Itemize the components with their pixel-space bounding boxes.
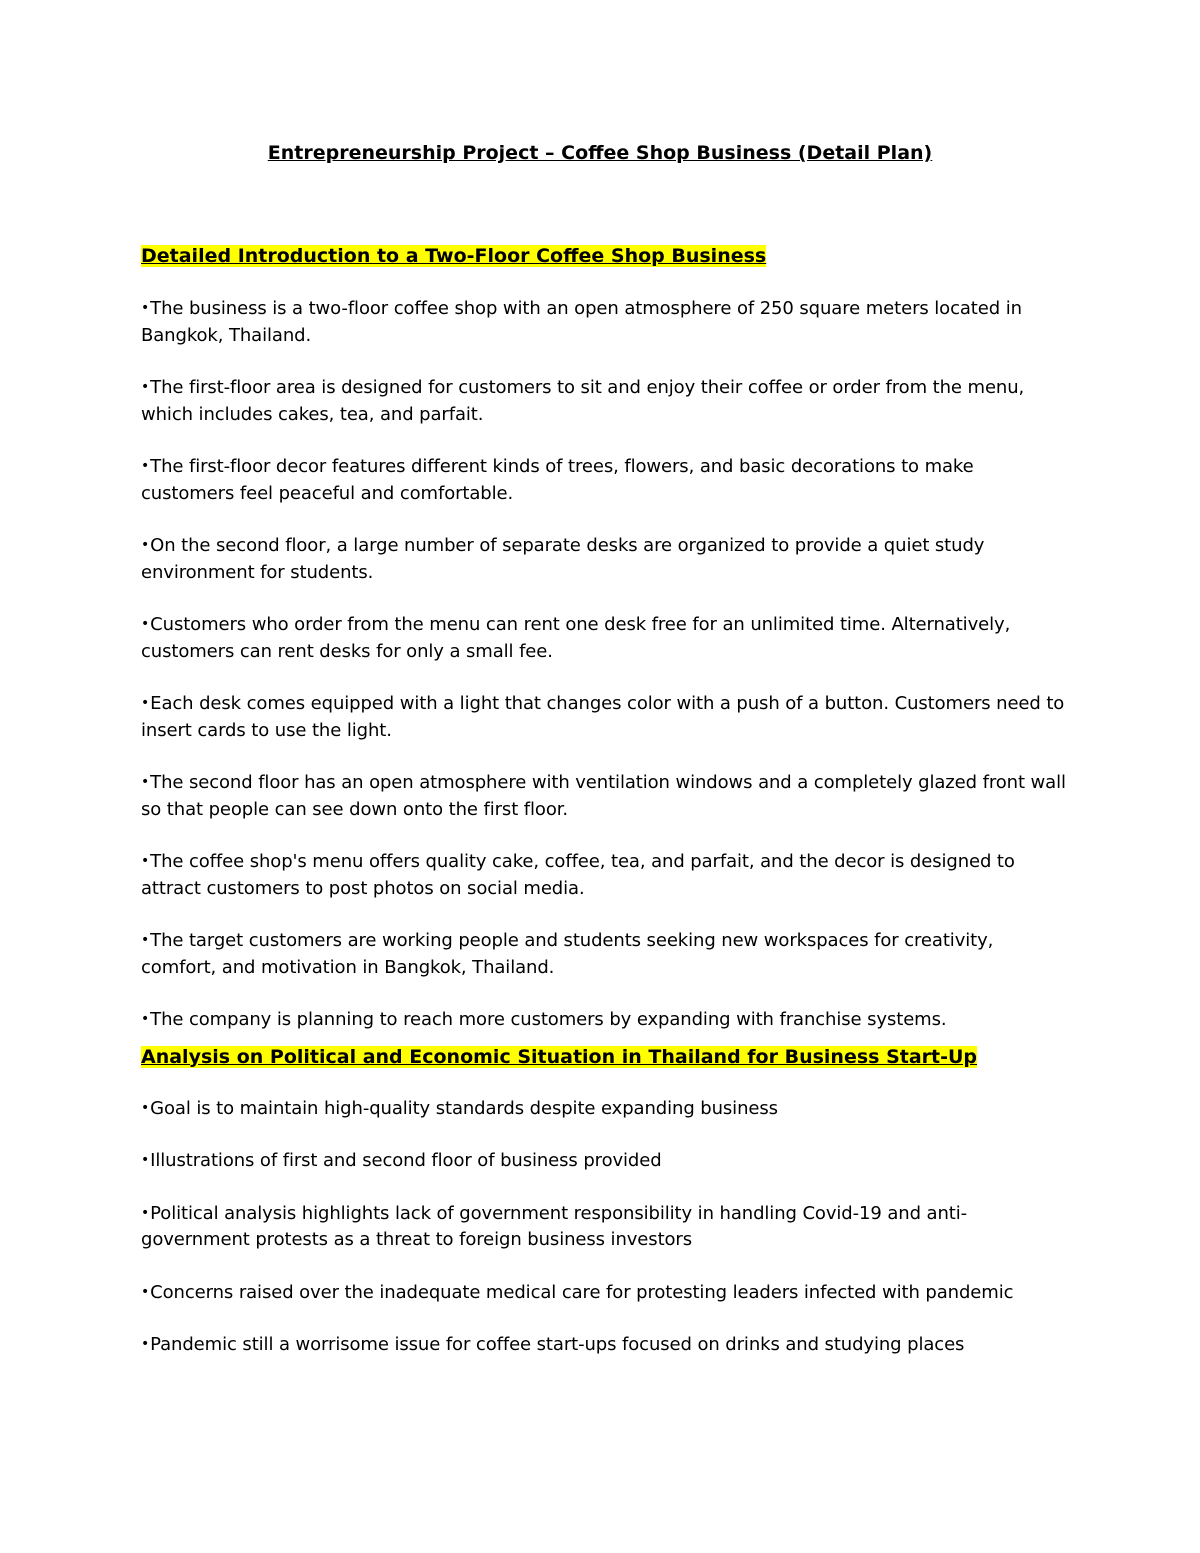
bullet-icon: • [141, 379, 150, 395]
bullet-item: •The second floor has an open atmosphere with ventilation windows and a completely glazed front wall so that people can see down onto the first floor. [141, 772, 1066, 820]
bullet-icon: • [141, 695, 150, 711]
bullet-item: •Goal is to maintain high-quality standards despite expanding business [141, 1097, 778, 1119]
bullet-icon: • [141, 1099, 150, 1116]
section-heading-analysis [141, 1044, 1071, 1070]
bullet-icon: • [141, 932, 150, 948]
bullet-icon: • [141, 537, 150, 553]
bullet-item: •Concerns raised over the inadequate medical care for protesting leaders infected with pandemic [141, 1281, 1014, 1303]
bullet-icon: • [141, 1204, 150, 1221]
document-title: Entrepreneurship Project – Coffee Shop Business (Detail Plan) [267, 142, 933, 164]
bullet-icon: • [141, 616, 150, 632]
bullet-item: •The first-floor decor features different kinds of trees, flowers, and basic decorations to make customers feel peaceful and comfortable. [141, 456, 974, 504]
section-heading-text: Analysis on Political and Economic Situation in Thailand for Business Start-Up [141, 1045, 978, 1068]
bullet-item: •Customers who order from the menu can rent one desk free for an unlimited time. Alternatively, customers can rent desks for only a small fee. [141, 614, 1011, 662]
bullet-item: •The company is planning to reach more customers by expanding with franchise systems. [141, 1009, 947, 1030]
section-heading-text: Detailed Introduction to a Two-Floor Coffee Shop Business [141, 245, 767, 267]
bullet-icon: • [141, 458, 150, 474]
bullet-icon: • [141, 1152, 150, 1168]
bullet-icon: • [141, 1011, 150, 1027]
bullet-item: •The business is a two-floor coffee shop with an open atmosphere of 250 square meters located in Bangkok, Thailand. [141, 298, 1022, 346]
section-heading-introduction [141, 243, 1071, 269]
document-body [141, 243, 1071, 1384]
bullet-item: •Each desk comes equipped with a light that changes color with a push of a button. Customers need to insert cards to use the light. [141, 693, 1065, 741]
bullet-item: •Pandemic still a worrisome issue for coffee start-ups focused on drinks and studying places [141, 1334, 965, 1355]
bullet-item: •Political analysis highlights lack of government responsibility in handling Covid-19 and anti-government protests as a threat to foreign business investors [141, 1202, 968, 1250]
bullet-icon: • [141, 853, 150, 869]
bullet-icon: • [141, 1283, 150, 1300]
bullet-item: •The target customers are working people and students seeking new workspaces for creativity, comfort, and motivation in Bangkok, Thailand. [141, 930, 994, 978]
bullet-item: •The first-floor area is designed for customers to sit and enjoy their coffee or order from the menu, which includes cakes, tea, and parfait. [141, 377, 1025, 425]
bullet-icon: • [141, 300, 150, 316]
bullet-item: •The coffee shop's menu offers quality cake, coffee, tea, and parfait, and the decor is designed to attract customers to post photos on social media. [141, 851, 1015, 899]
bullet-item: •On the second floor, a large number of separate desks are organized to provide a quiet study environment for students. [141, 535, 985, 583]
bullet-icon: • [141, 774, 150, 790]
bullet-item: •Illustrations of first and second floor of business provided [141, 1150, 662, 1171]
bullet-icon: • [141, 1336, 150, 1352]
